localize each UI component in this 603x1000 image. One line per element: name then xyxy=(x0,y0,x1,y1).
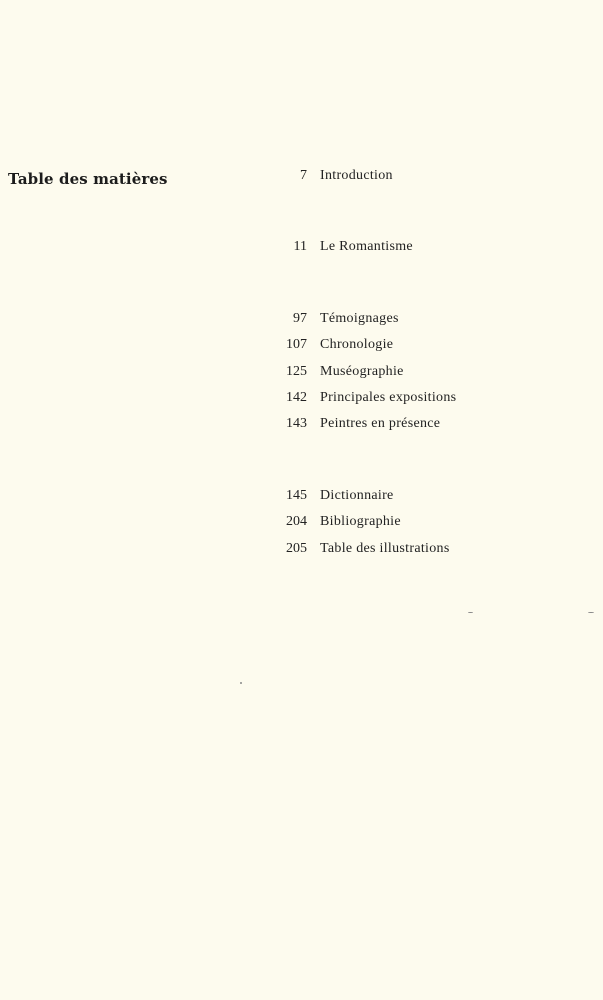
toc-page-number: 205 xyxy=(286,541,307,556)
toc-heading: Table des matières xyxy=(8,170,168,188)
toc-entry-museographie xyxy=(250,364,550,384)
toc-entry-label: Chronologie xyxy=(320,337,394,352)
toc-entry-temoignages xyxy=(250,311,550,331)
toc-entry-label: Principales expositions xyxy=(320,390,457,405)
toc-page-number: 145 xyxy=(286,488,307,503)
toc-page-number: 11 xyxy=(293,239,307,254)
toc-page-number: 97 xyxy=(293,311,307,326)
toc-page-number: 107 xyxy=(286,337,307,352)
toc-entry-label: Témoignages xyxy=(320,311,399,326)
toc-entry-table-des-illustrations xyxy=(250,541,550,561)
toc-entry-principales-expositions xyxy=(250,390,550,410)
toc-entry-label: Le Romantisme xyxy=(320,239,413,254)
toc-entry-label: Introduction xyxy=(320,168,393,183)
toc-entry-label: Muséographie xyxy=(320,364,404,379)
paper-speck xyxy=(468,612,473,613)
toc-page-number: 142 xyxy=(286,390,307,405)
paper-speck xyxy=(588,612,594,613)
toc-page-number: 7 xyxy=(300,168,307,183)
toc-entry-label: Bibliographie xyxy=(320,514,401,529)
toc-entry-dictionnaire xyxy=(250,488,550,508)
toc-entry-chronologie xyxy=(250,337,550,357)
toc-entry-bibliographie xyxy=(250,514,550,534)
toc-entry-introduction xyxy=(250,168,550,188)
toc-entry-romantisme xyxy=(250,239,550,259)
toc-page-number: 143 xyxy=(286,416,307,431)
paper-speck xyxy=(240,682,242,684)
toc-entry-label: Peintres en présence xyxy=(320,416,441,431)
toc-entry-label: Table des illustrations xyxy=(320,541,450,556)
toc-page-number: 125 xyxy=(286,364,307,379)
toc-page-number: 204 xyxy=(286,514,307,529)
toc-entry-peintres-en-presence xyxy=(250,416,550,436)
toc-entry-label: Dictionnaire xyxy=(320,488,394,503)
